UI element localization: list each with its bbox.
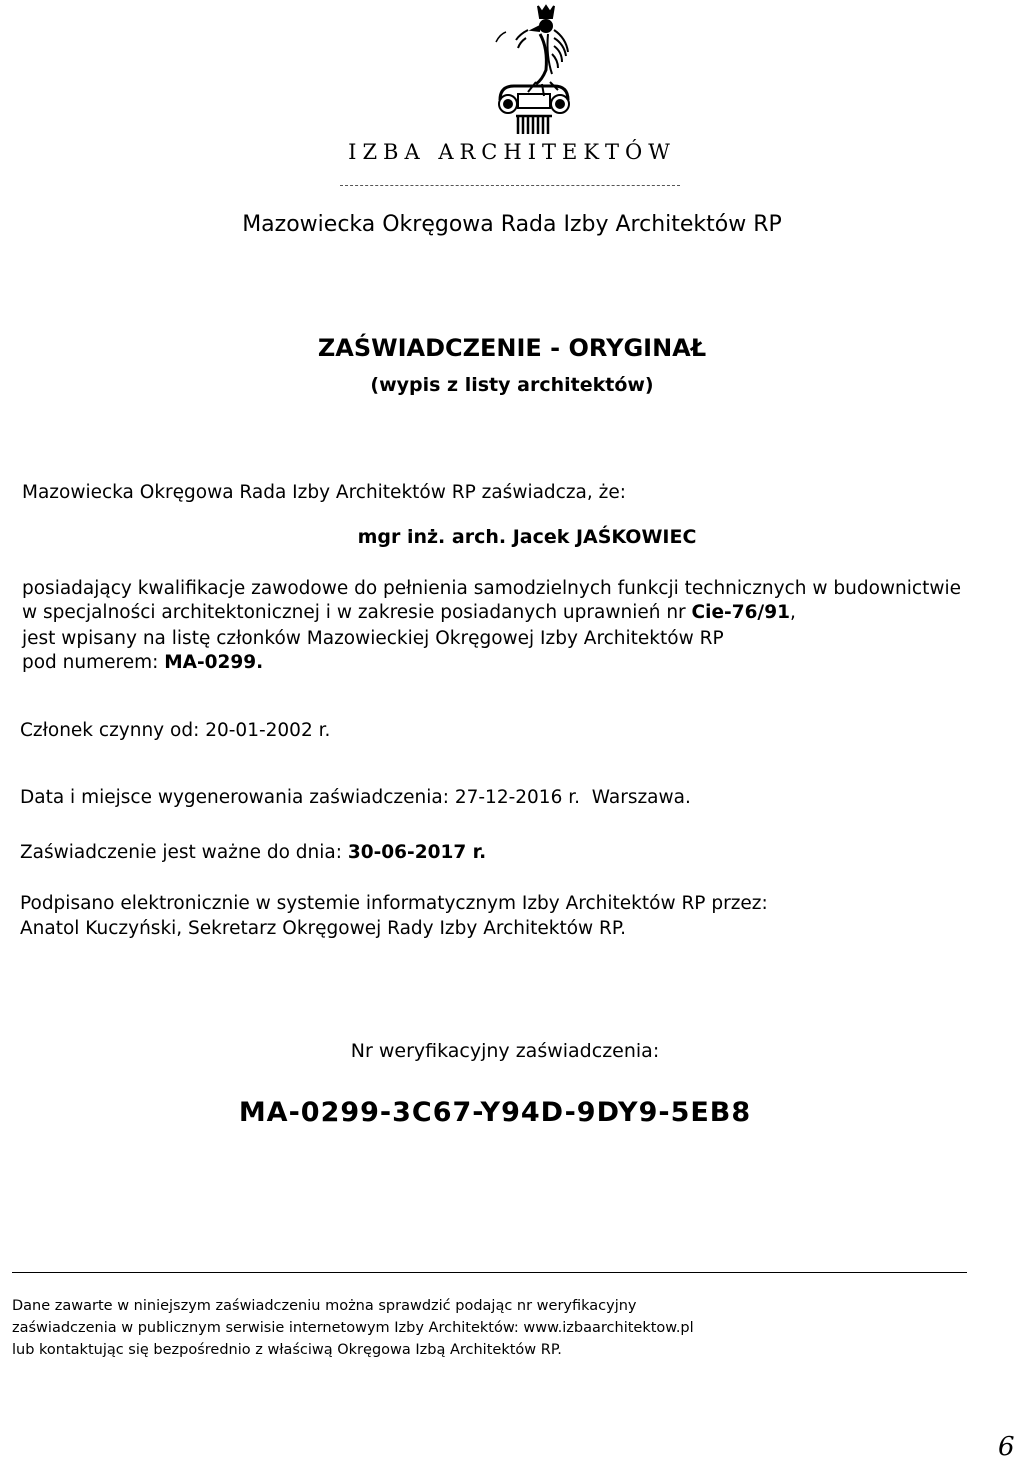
header-divider xyxy=(340,185,680,186)
validity-date: 30-06-2017 r. xyxy=(347,842,487,863)
person-name: mgr inż. arch. Jacek JAŚKOWIEC xyxy=(357,526,697,548)
member-number-label: pod numerem: xyxy=(22,652,165,673)
qualification-line-4 xyxy=(22,652,263,673)
eagle-emblem-icon xyxy=(470,0,590,145)
generation-place: Warszawa. xyxy=(591,787,691,808)
signature-line-1: Podpisano elektronicznie w systemie informatycznym Izby Architektów RP przez: xyxy=(20,893,768,914)
qualification-line-3: jest wpisany na listę członków Mazowieckiej Okręgowej Izby Architektów RP xyxy=(22,628,724,649)
footer-divider xyxy=(12,1272,967,1273)
qualification-text: w specjalności architektonicznej i w zakresie posiadanych uprawnień nr xyxy=(22,602,692,623)
footer-line-2: zaświadczenia w publicznym serwisie internetowym Izby Architektów: www.izbaarchitektow.pl xyxy=(12,1320,694,1336)
member-number: MA-0299 xyxy=(164,652,257,673)
qualification-line-1: posiadający kwalifikacje zawodowe do pełnienia samodzielnych funkcji technicznych w budownictwie xyxy=(22,578,961,599)
qualification-line-2 xyxy=(22,602,796,623)
member-since-date: 20-01-2002 r. xyxy=(205,720,331,741)
document-subtitle: (wypis z listy architektów) xyxy=(370,374,654,396)
verification-label: Nr weryfikacyjny zaświadczenia: xyxy=(350,1040,660,1062)
license-number: Cie-76/91 xyxy=(691,602,790,623)
footer-line-3: lub kontaktując się bezpośrednio z właściwą Okręgowa Izbą Architektów RP. xyxy=(12,1342,562,1358)
footer-line-1: Dane zawarte w niniejszym zaświadczeniu można sprawdzić podając nr weryfikacyjny xyxy=(12,1298,637,1314)
generation-info xyxy=(20,787,691,808)
org-header: IZBA ARCHITEKTÓW xyxy=(348,140,676,164)
intro-text: Mazowiecka Okręgowa Rada Izby Architektów RP zaświadcza, że: xyxy=(22,482,626,503)
page-number-mark: 6 xyxy=(998,1432,1015,1462)
generation-label: Data i miejsce wygenerowania zaświadczenia: xyxy=(20,787,455,808)
generation-date: 27-12-2016 r. xyxy=(454,787,581,808)
punctuation: , xyxy=(789,602,796,623)
council-name: Mazowiecka Okręgowa Rada Izby Architektów RP xyxy=(242,212,782,237)
document-title: ZAŚWIADCZENIE - ORYGINAŁ xyxy=(317,334,707,362)
punctuation: . xyxy=(256,652,264,673)
member-since xyxy=(20,720,330,741)
validity-info xyxy=(20,842,486,863)
signature-line-2: Anatol Kuczyński, Sekretarz Okręgowej Rady Izby Architektów RP. xyxy=(20,918,627,939)
validity-label: Zaświadczenie jest ważne do dnia: xyxy=(20,842,348,863)
verification-code: MA-0299-3C67-Y94D-9DY9-5EB8 xyxy=(238,1097,752,1128)
member-since-label: Członek czynny od: xyxy=(20,720,206,741)
